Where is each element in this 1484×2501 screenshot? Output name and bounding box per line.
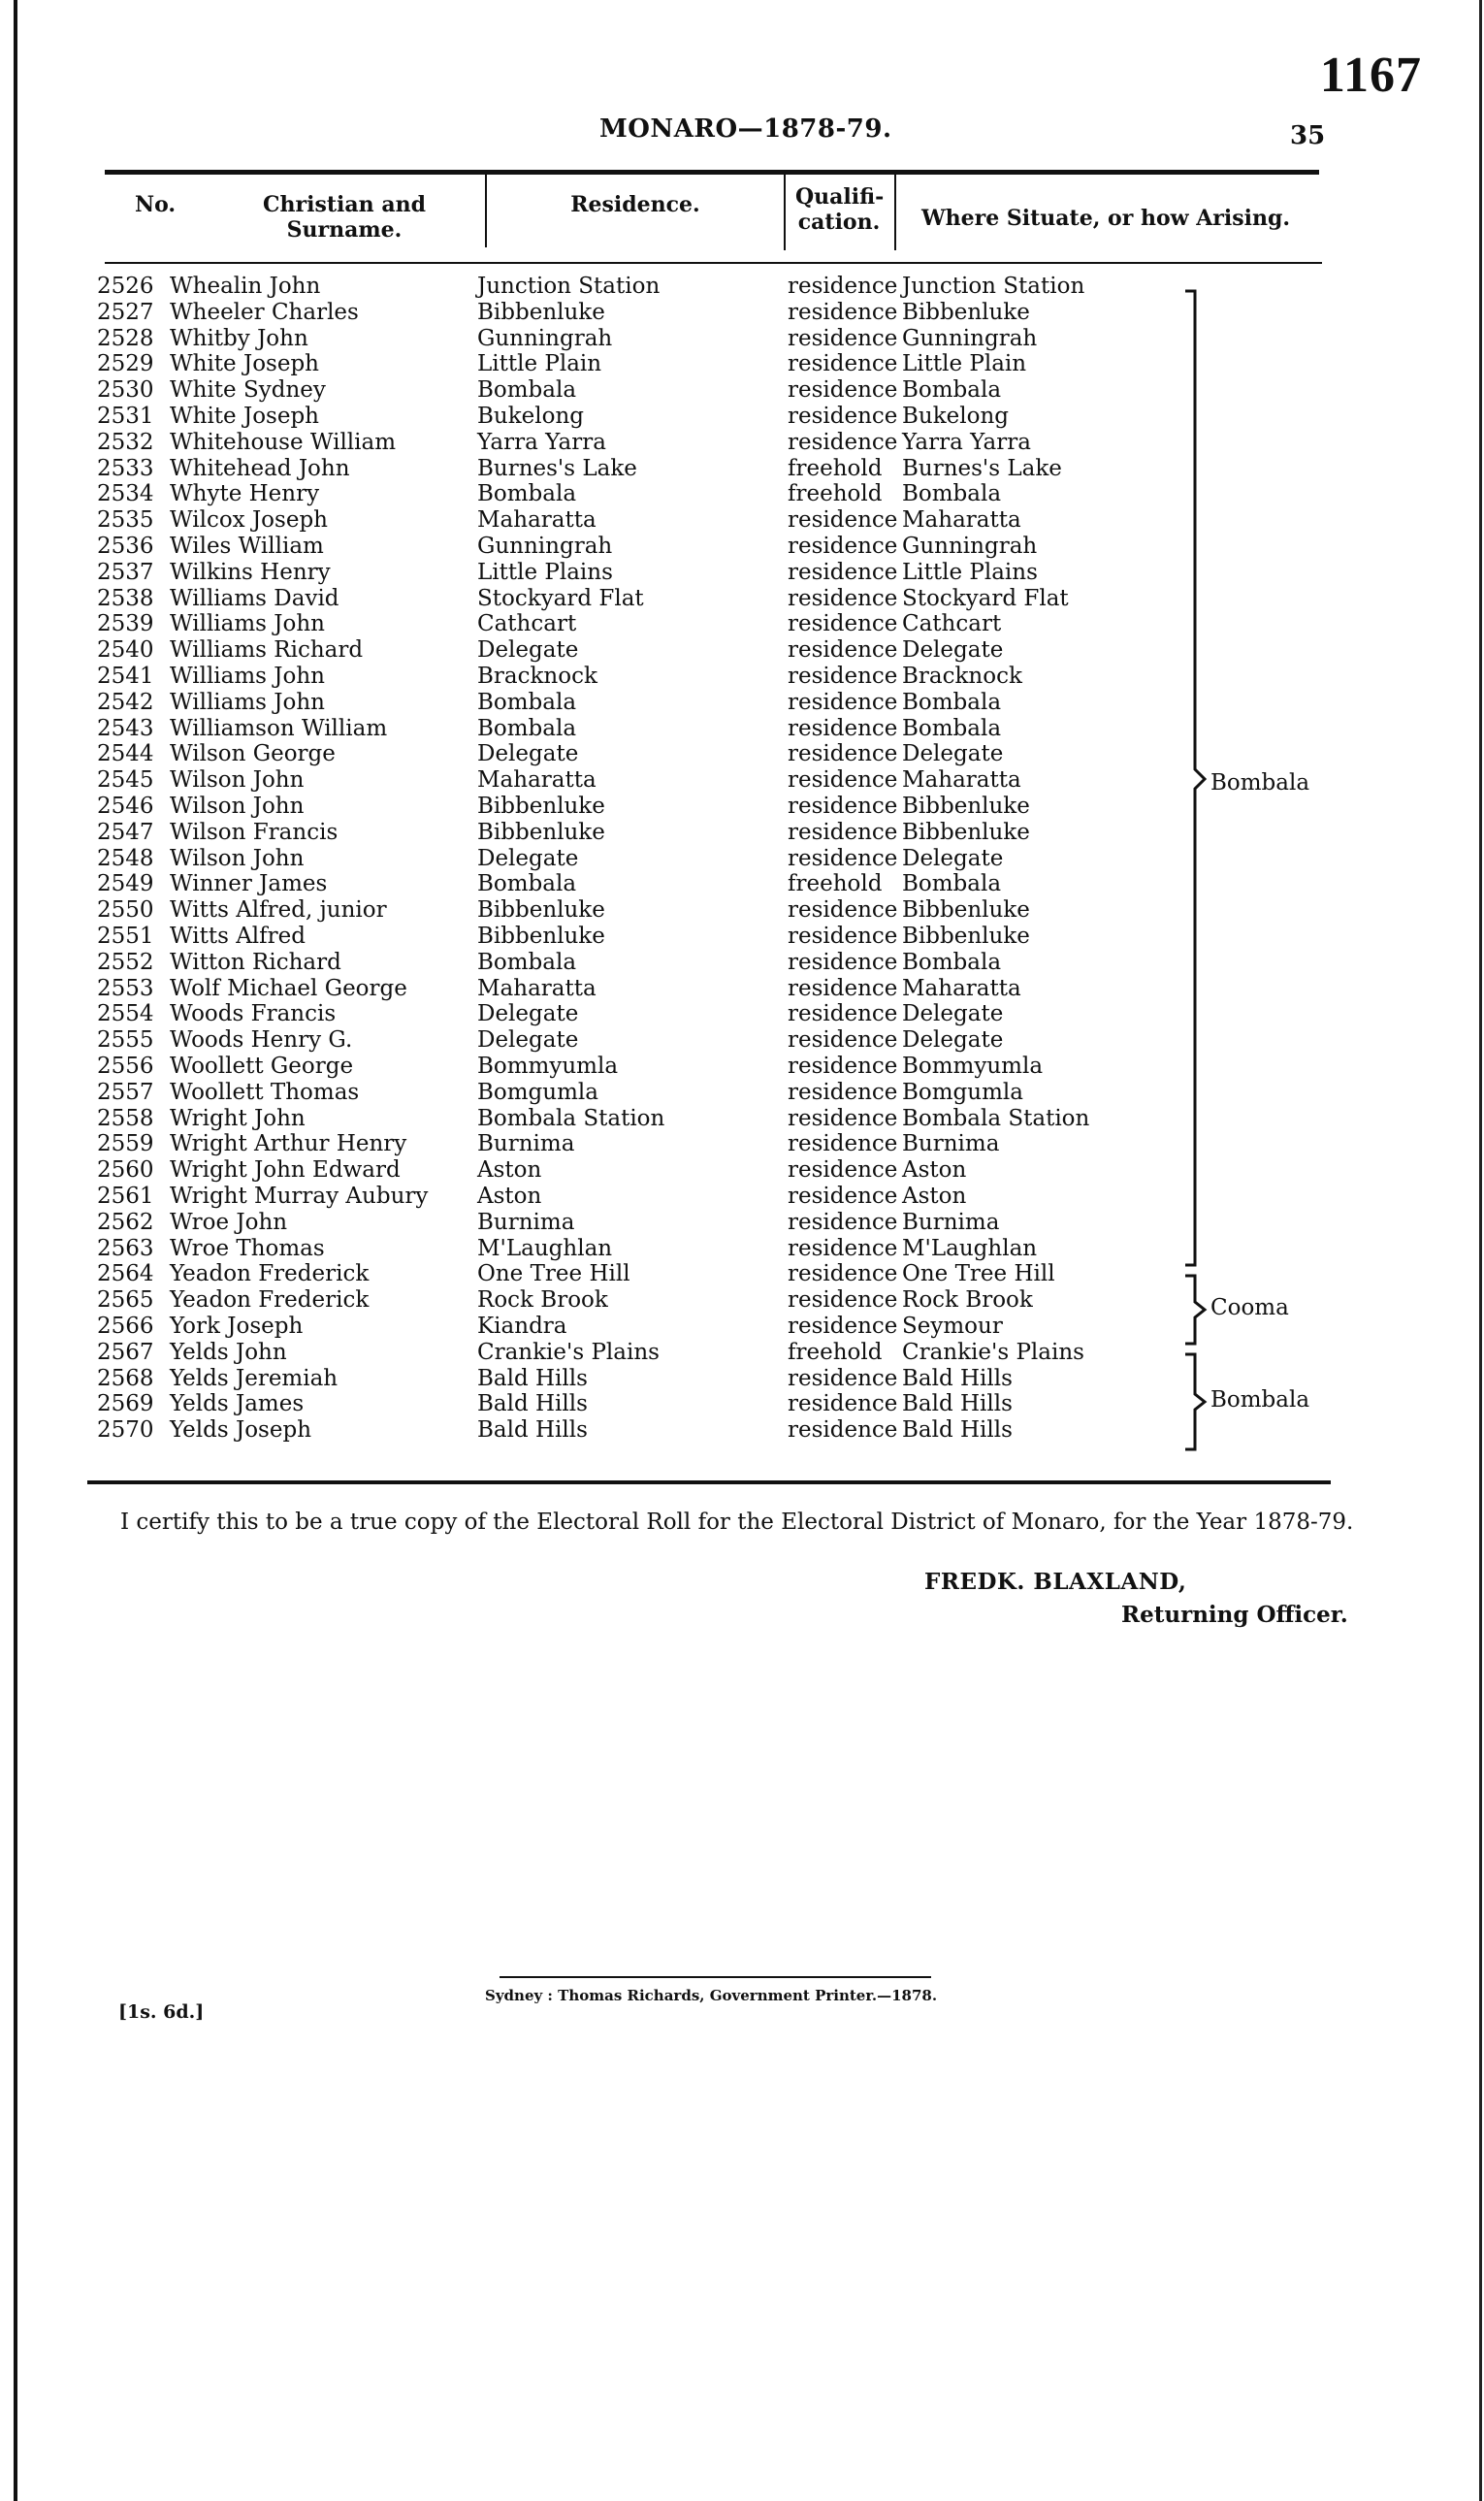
table-top-rule xyxy=(105,170,1319,175)
table-row xyxy=(0,1027,1484,1054)
header-where: Where Situate, or how Arising. xyxy=(920,206,1291,231)
entry-residence: Bukelong xyxy=(477,404,585,429)
entry-name: Wroe Thomas xyxy=(170,1236,325,1261)
table-row xyxy=(0,820,1484,846)
entry-residence: Bombala xyxy=(477,690,577,715)
entry-number: 2555 xyxy=(97,1027,154,1053)
table-row xyxy=(0,1080,1484,1106)
entry-residence: Junction Station xyxy=(477,274,661,299)
entry-qualification: residence xyxy=(788,690,898,715)
entry-name: Williams John xyxy=(170,611,325,636)
entry-qualification: residence xyxy=(788,274,898,299)
entry-name: Woods Francis xyxy=(170,1001,337,1026)
entry-number: 2544 xyxy=(97,741,154,766)
entry-residence: Cathcart xyxy=(477,611,577,636)
entry-number: 2563 xyxy=(97,1236,154,1261)
entry-name: Yelds Joseph xyxy=(170,1417,312,1443)
table-row xyxy=(0,456,1484,482)
entry-qualification: residence xyxy=(788,534,898,559)
entry-where-situate: Bombala Station xyxy=(902,1106,1090,1131)
entry-number: 2546 xyxy=(97,794,154,819)
entry-name: Wright John Edward xyxy=(170,1157,401,1183)
group-label: Bombala xyxy=(1210,1387,1310,1413)
entry-residence: Bombala xyxy=(477,950,577,975)
entry-where-situate: Seymour xyxy=(902,1314,1003,1339)
entry-number: 2542 xyxy=(97,690,154,715)
entry-where-situate: Little Plain xyxy=(902,351,1027,376)
header-no: No. xyxy=(134,192,177,217)
table-row xyxy=(0,664,1484,690)
table-row xyxy=(0,924,1484,950)
table-row xyxy=(0,1340,1484,1366)
group-label: Bombala xyxy=(1210,770,1310,796)
entry-name: Woollett George xyxy=(170,1054,354,1079)
entry-where-situate: Bibbenluke xyxy=(902,794,1030,819)
entry-name: Yelds Jeremiah xyxy=(170,1366,339,1391)
table-row xyxy=(0,1054,1484,1080)
entry-residence: Maharatta xyxy=(477,976,597,1001)
entry-where-situate: Cathcart xyxy=(902,611,1002,636)
entry-residence: Little Plain xyxy=(477,351,602,376)
entry-qualification: residence xyxy=(788,1080,898,1105)
bracket-group-3 xyxy=(1181,1352,1210,1451)
entry-qualification: residence xyxy=(788,1131,898,1156)
table-row xyxy=(0,1106,1484,1132)
table-row xyxy=(0,1131,1484,1157)
entry-where-situate: Maharatta xyxy=(902,976,1021,1001)
table-row xyxy=(0,351,1484,377)
entry-number: 2552 xyxy=(97,950,154,975)
entry-name: Witton Richard xyxy=(170,950,341,975)
entry-where-situate: Bukelong xyxy=(902,404,1010,429)
entry-residence: Burnima xyxy=(477,1131,575,1156)
table-row xyxy=(0,430,1484,456)
table-row xyxy=(0,560,1484,586)
entry-residence: Bibbenluke xyxy=(477,924,605,949)
entry-number: 2532 xyxy=(97,430,154,455)
entry-qualification: residence xyxy=(788,560,898,585)
entry-residence: Bibbenluke xyxy=(477,794,605,819)
entry-name: White Joseph xyxy=(170,351,319,376)
entry-name: Whyte Henry xyxy=(170,481,320,506)
entry-qualification: residence xyxy=(788,1287,898,1313)
table-row xyxy=(0,950,1484,976)
entry-qualification: residence xyxy=(788,767,898,793)
entry-where-situate: M'Laughlan xyxy=(902,1236,1038,1261)
entry-where-situate: Bombala xyxy=(902,481,1002,506)
entry-number: 2564 xyxy=(97,1261,154,1286)
entry-name: White Joseph xyxy=(170,404,319,429)
entry-qualification: freehold xyxy=(788,871,883,896)
entry-number: 2567 xyxy=(97,1340,154,1365)
entry-name: Whitehouse William xyxy=(170,430,397,455)
entry-number: 2548 xyxy=(97,846,154,871)
entry-number: 2549 xyxy=(97,871,154,896)
entry-where-situate: Aston xyxy=(902,1157,967,1183)
entry-qualification: freehold xyxy=(788,456,883,481)
entry-where-situate: Delegate xyxy=(902,741,1004,766)
entry-residence: Aston xyxy=(477,1184,542,1209)
entry-residence: Bibbenluke xyxy=(477,820,605,845)
entry-residence: Bombala xyxy=(477,871,577,896)
entry-number: 2547 xyxy=(97,820,154,845)
entry-where-situate: Yarra Yarra xyxy=(902,430,1031,455)
entry-residence: Aston xyxy=(477,1157,542,1183)
table-row xyxy=(0,690,1484,716)
entry-number: 2550 xyxy=(97,897,154,923)
table-row xyxy=(0,586,1484,612)
entry-number: 2528 xyxy=(97,326,154,351)
entry-name: Wheeler Charles xyxy=(170,300,359,325)
entry-where-situate: Junction Station xyxy=(902,274,1085,299)
group-label: Cooma xyxy=(1210,1295,1289,1320)
entry-residence: Stockyard Flat xyxy=(477,586,644,611)
entry-where-situate: Bommyumla xyxy=(902,1054,1044,1079)
entry-number: 2566 xyxy=(97,1314,154,1339)
entry-residence: Kiandra xyxy=(477,1314,567,1339)
entry-residence: Delegate xyxy=(477,637,579,663)
entry-number: 2538 xyxy=(97,586,154,611)
entry-qualification: residence xyxy=(788,1314,898,1339)
entry-name: Williams Richard xyxy=(170,637,364,663)
entry-where-situate: Maharatta xyxy=(902,507,1021,533)
entry-name: Whitby John xyxy=(170,326,308,351)
entry-residence: Bombala xyxy=(477,481,577,506)
printer-rule xyxy=(500,1976,931,1978)
entry-residence: Delegate xyxy=(477,741,579,766)
entry-where-situate: Delegate xyxy=(902,1001,1004,1026)
header-divider xyxy=(894,175,896,250)
entry-name: Yelds John xyxy=(170,1340,287,1365)
entry-where-situate: Bombala xyxy=(902,871,1002,896)
entry-name: Wilson Francis xyxy=(170,820,339,845)
entry-qualification: residence xyxy=(788,664,898,689)
entry-name: Winner James xyxy=(170,871,328,896)
header-residence: Residence. xyxy=(570,192,700,217)
entry-residence: Gunningrah xyxy=(477,326,613,351)
entry-qualification: residence xyxy=(788,1106,898,1131)
header-name: Christian and Surname. xyxy=(263,192,426,243)
bracket-group-1 xyxy=(1181,289,1210,1269)
entry-name: Wilson George xyxy=(170,741,336,766)
entry-qualification: freehold xyxy=(788,1340,883,1365)
entry-number: 2540 xyxy=(97,637,154,663)
entry-name: Whitehead John xyxy=(170,456,350,481)
entry-residence: Bommyumla xyxy=(477,1054,619,1079)
entry-qualification: residence xyxy=(788,300,898,325)
entry-name: Williamson William xyxy=(170,716,388,741)
entry-qualification: residence xyxy=(788,1001,898,1026)
table-row xyxy=(0,1001,1484,1027)
entry-where-situate: Burnima xyxy=(902,1210,1000,1235)
entry-number: 2545 xyxy=(97,767,154,793)
entry-qualification: residence xyxy=(788,1027,898,1053)
entry-where-situate: Bombala xyxy=(902,950,1002,975)
entry-number: 2560 xyxy=(97,1157,154,1183)
entry-number: 2565 xyxy=(97,1287,154,1313)
entry-number: 2559 xyxy=(97,1131,154,1156)
entry-name: Wroe John xyxy=(170,1210,288,1235)
entry-number: 2569 xyxy=(97,1391,154,1416)
entry-residence: Bracknock xyxy=(477,664,597,689)
table-row xyxy=(0,611,1484,637)
table-row xyxy=(0,794,1484,820)
table-row xyxy=(0,716,1484,742)
entry-number: 2568 xyxy=(97,1366,154,1391)
table-bottom-rule xyxy=(87,1480,1331,1484)
entry-name: Wright Arthur Henry xyxy=(170,1131,407,1156)
table-row xyxy=(0,1236,1484,1262)
price-note: [1s. 6d.] xyxy=(118,2001,205,2023)
entry-number: 2529 xyxy=(97,351,154,376)
entry-number: 2561 xyxy=(97,1184,154,1209)
table-row xyxy=(0,897,1484,924)
entry-name: Williams David xyxy=(170,586,339,611)
entry-qualification: residence xyxy=(788,897,898,923)
entry-qualification: residence xyxy=(788,404,898,429)
entry-where-situate: Bomgumla xyxy=(902,1080,1023,1105)
entry-residence: Burnes's Lake xyxy=(477,456,637,481)
entry-qualification: freehold xyxy=(788,481,883,506)
entry-number: 2562 xyxy=(97,1210,154,1235)
entry-residence: One Tree Hill xyxy=(477,1261,630,1286)
entry-name: Whealin John xyxy=(170,274,321,299)
entry-qualification: residence xyxy=(788,326,898,351)
entry-where-situate: Gunningrah xyxy=(902,534,1038,559)
entry-residence: Maharatta xyxy=(477,767,597,793)
table-row xyxy=(0,1210,1484,1236)
entry-where-situate: Bibbenluke xyxy=(902,820,1030,845)
entry-number: 2536 xyxy=(97,534,154,559)
entry-residence: Delegate xyxy=(477,1001,579,1026)
table-row xyxy=(0,300,1484,326)
entry-qualification: residence xyxy=(788,351,898,376)
entry-number: 2543 xyxy=(97,716,154,741)
entry-residence: Bomgumla xyxy=(477,1080,598,1105)
entry-qualification: residence xyxy=(788,1261,898,1286)
entry-name: Wiles William xyxy=(170,534,324,559)
entry-number: 2553 xyxy=(97,976,154,1001)
printer-imprint: Sydney : Thomas Richards, Government Printer.—1878. xyxy=(485,1987,938,2004)
page-number: 35 xyxy=(1290,121,1326,150)
entry-qualification: residence xyxy=(788,1236,898,1261)
entry-number: 2530 xyxy=(97,377,154,403)
table-row xyxy=(0,846,1484,872)
entry-where-situate: Burnes's Lake xyxy=(902,456,1062,481)
entry-where-situate: Bald Hills xyxy=(902,1366,1013,1391)
table-row xyxy=(0,871,1484,897)
entry-name: Yeadon Frederick xyxy=(170,1261,370,1286)
entry-where-situate: Crankie's Plains xyxy=(902,1340,1084,1365)
entry-qualification: residence xyxy=(788,976,898,1001)
entry-number: 2551 xyxy=(97,924,154,949)
entry-name: White Sydney xyxy=(170,377,326,403)
entry-qualification: residence xyxy=(788,430,898,455)
entry-where-situate: Little Plains xyxy=(902,560,1038,585)
entry-residence: Bibbenluke xyxy=(477,300,605,325)
entry-qualification: residence xyxy=(788,1417,898,1443)
entry-residence: Bombala xyxy=(477,716,577,741)
entry-where-situate: Gunningrah xyxy=(902,326,1038,351)
entry-number: 2535 xyxy=(97,507,154,533)
entry-where-situate: Bald Hills xyxy=(902,1391,1013,1416)
entry-qualification: residence xyxy=(788,1157,898,1183)
table-row xyxy=(0,1417,1484,1444)
entry-qualification: residence xyxy=(788,820,898,845)
table-row xyxy=(0,1184,1484,1210)
entry-number: 2558 xyxy=(97,1106,154,1131)
entry-residence: Bibbenluke xyxy=(477,897,605,923)
entry-qualification: residence xyxy=(788,716,898,741)
entry-where-situate: Burnima xyxy=(902,1131,1000,1156)
entry-name: Wilson John xyxy=(170,846,305,871)
entry-qualification: residence xyxy=(788,794,898,819)
entry-where-situate: Bombala xyxy=(902,716,1002,741)
entry-where-situate: Bombala xyxy=(902,377,1002,403)
entry-residence: Bombala Station xyxy=(477,1106,665,1131)
entry-number: 2557 xyxy=(97,1080,154,1105)
entry-name: Wilkins Henry xyxy=(170,560,331,585)
table-row xyxy=(0,534,1484,560)
entry-qualification: residence xyxy=(788,377,898,403)
header-divider xyxy=(784,175,786,250)
header-divider xyxy=(485,175,487,247)
entry-number: 2541 xyxy=(97,664,154,689)
entry-qualification: residence xyxy=(788,741,898,766)
entry-residence: Gunningrah xyxy=(477,534,613,559)
entry-number: 2554 xyxy=(97,1001,154,1026)
entry-where-situate: Rock Brook xyxy=(902,1287,1033,1313)
bracket-group-2 xyxy=(1181,1274,1210,1346)
entry-where-situate: Delegate xyxy=(902,637,1004,663)
table-row xyxy=(0,481,1484,507)
entry-residence: M'Laughlan xyxy=(477,1236,613,1261)
table-row xyxy=(0,637,1484,664)
table-row xyxy=(0,326,1484,352)
entry-where-situate: Bombala xyxy=(902,690,1002,715)
entry-number: 2531 xyxy=(97,404,154,429)
entry-name: Woods Henry G. xyxy=(170,1027,353,1053)
entry-residence: Delegate xyxy=(477,846,579,871)
entry-name: Yeadon Frederick xyxy=(170,1287,370,1313)
entry-where-situate: Stockyard Flat xyxy=(902,586,1069,611)
entry-number: 2533 xyxy=(97,456,154,481)
entry-name: Woollett Thomas xyxy=(170,1080,360,1105)
signatory-title: Returning Officer. xyxy=(1121,1602,1348,1628)
entry-name: Wilson John xyxy=(170,767,305,793)
table-row xyxy=(0,1157,1484,1184)
entry-qualification: residence xyxy=(788,586,898,611)
entry-qualification: residence xyxy=(788,637,898,663)
entry-where-situate: Bibbenluke xyxy=(902,897,1030,923)
entry-qualification: residence xyxy=(788,1054,898,1079)
entry-qualification: residence xyxy=(788,1391,898,1416)
header-qualification: Qualifi- cation. xyxy=(795,184,885,235)
entry-residence: Bald Hills xyxy=(477,1391,588,1416)
entry-number: 2526 xyxy=(97,274,154,299)
table-row xyxy=(0,274,1484,300)
entry-qualification: residence xyxy=(788,950,898,975)
entry-name: Williams John xyxy=(170,664,325,689)
table-row xyxy=(0,741,1484,767)
entry-residence: Rock Brook xyxy=(477,1287,608,1313)
folio-number: 1167 xyxy=(1319,48,1422,103)
entry-residence: Bald Hills xyxy=(477,1417,588,1443)
entry-residence: Little Plains xyxy=(477,560,613,585)
entry-residence: Maharatta xyxy=(477,507,597,533)
entry-qualification: residence xyxy=(788,1366,898,1391)
entry-number: 2556 xyxy=(97,1054,154,1079)
entry-where-situate: Bracknock xyxy=(902,664,1022,689)
entry-residence: Yarra Yarra xyxy=(477,430,606,455)
table-row xyxy=(0,976,1484,1002)
entry-name: York Joseph xyxy=(170,1314,304,1339)
entry-qualification: residence xyxy=(788,507,898,533)
entry-name: Witts Alfred, junior xyxy=(170,897,387,923)
entry-residence: Delegate xyxy=(477,1027,579,1053)
signatory-name: FREDK. BLAXLAND, xyxy=(924,1569,1187,1595)
entry-where-situate: Delegate xyxy=(902,846,1004,871)
entry-number: 2537 xyxy=(97,560,154,585)
entry-name: Wilson John xyxy=(170,794,305,819)
entry-qualification: residence xyxy=(788,924,898,949)
entry-where-situate: One Tree Hill xyxy=(902,1261,1055,1286)
entry-name: Yelds James xyxy=(170,1391,305,1416)
entry-where-situate: Delegate xyxy=(902,1027,1004,1053)
entry-residence: Burnima xyxy=(477,1210,575,1235)
entry-where-situate: Bibbenluke xyxy=(902,924,1030,949)
entry-where-situate: Aston xyxy=(902,1184,967,1209)
table-row xyxy=(0,1261,1484,1287)
entry-number: 2534 xyxy=(97,481,154,506)
entry-name: Wright Murray Aubury xyxy=(170,1184,429,1209)
entry-where-situate: Maharatta xyxy=(902,767,1021,793)
entry-name: Witts Alfred xyxy=(170,924,306,949)
entry-residence: Bombala xyxy=(477,377,577,403)
entry-where-situate: Bibbenluke xyxy=(902,300,1030,325)
entry-name: Wolf Michael George xyxy=(170,976,407,1001)
table-row xyxy=(0,404,1484,430)
certification-statement: I certify this to be a true copy of the Electoral Roll for the Electoral District of Monaro, for the Year 1878-79. xyxy=(120,1510,1354,1535)
entry-qualification: residence xyxy=(788,1210,898,1235)
page-title: MONARO—1878-79. xyxy=(599,114,892,144)
table-row xyxy=(0,377,1484,404)
entry-number: 2570 xyxy=(97,1417,154,1443)
entry-name: Wilcox Joseph xyxy=(170,507,328,533)
entry-qualification: residence xyxy=(788,1184,898,1209)
entry-where-situate: Bald Hills xyxy=(902,1417,1013,1443)
table-row xyxy=(0,507,1484,534)
entry-qualification: residence xyxy=(788,611,898,636)
entry-name: Wright John xyxy=(170,1106,306,1131)
entry-qualification: residence xyxy=(788,846,898,871)
entry-number: 2539 xyxy=(97,611,154,636)
table-header-rule xyxy=(105,262,1322,264)
entry-residence: Crankie's Plains xyxy=(477,1340,660,1365)
entry-number: 2527 xyxy=(97,300,154,325)
entry-name: Williams John xyxy=(170,690,325,715)
entry-residence: Bald Hills xyxy=(477,1366,588,1391)
